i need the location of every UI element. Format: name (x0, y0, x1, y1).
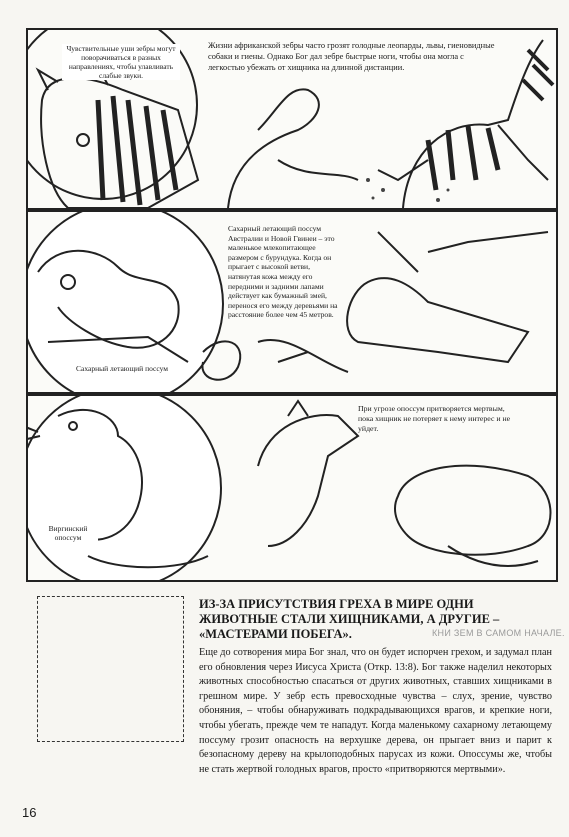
sugar-glider-panel (26, 210, 558, 394)
opossum-panel (26, 394, 558, 582)
section-heading: ИЗ-ЗА ПРИСУТСТВИЯ ГРЕХА В МИРЕ ОДНИ ЖИВОТНЫЕ СТАЛИ ХИЩНИКАМИ, А ДРУГИЕ – «МАСТЕРАМИ ПОБЕГА». (199, 597, 500, 641)
page-number: 16 (22, 805, 37, 820)
ghost-text: КНИ ЗЕМ В САМОМ НАЧАЛЕ. (432, 628, 565, 638)
zebra-text: Жизни африканской зебры часто грозят голодные леопарды, львы, гиеновидные собаки и гиены. Однако Бог дал зебре быстрые ноги, чтобы она могла с легкостью убежать от хищника на длинной дистанции. (208, 41, 495, 72)
sugar-glider-caption: Сахарный летающий поссум (72, 364, 172, 373)
body-text: Еще до сотворения мира Бог знал, что он будет испорчен грехом, и задумал план его обновления через Иисуса Христа (Откр. 13:8). Бог также наделил некоторых животных способностью спасаться от других животных, ставших хищниками в грешном мире. У зебр есть превосходные чувства – слух, зрение, чувство обоняния, – чтобы обнаруживать подкрадывающихся врагов, и крепкие ноги, чтобы убегать, прежде чем те нападут. Когда маленькому сахарному летающему поссуму грозит опасность на верхушке дерева, он прыгает вниз и парит к безопасному дереву на крылоподобных парусах из кожи. Опоссумы же, чтобы не стать жертвой голодных врагов, просто «притворяются мертвыми». (199, 647, 552, 775)
sugar-glider-text: Сахарный летающий поссум Австралии и Новой Гвинеи – это маленькое млекопитающее размером с бурундука. Когда он прыгает с высокой ветви, натянутая кожа между его передними и задними лапами действует как бумажный змей, перенося его между деревьями на расстояние более чем 45 метров. (228, 224, 338, 320)
opossum-text: При угрозе опоссум притворяется мертвым, пока хищник не потеряет к нему интерес и не уйдет. (358, 404, 511, 433)
empty-dashed-box (37, 596, 184, 742)
zebra-panel (26, 28, 558, 210)
opossum-caption: Виргинский опоссум (38, 524, 98, 542)
zebra-ear-caption: Чувствительные уши зебры могут поворачиваться в разных направлениях, чтобы улавливать слабые звуки. (62, 44, 180, 80)
